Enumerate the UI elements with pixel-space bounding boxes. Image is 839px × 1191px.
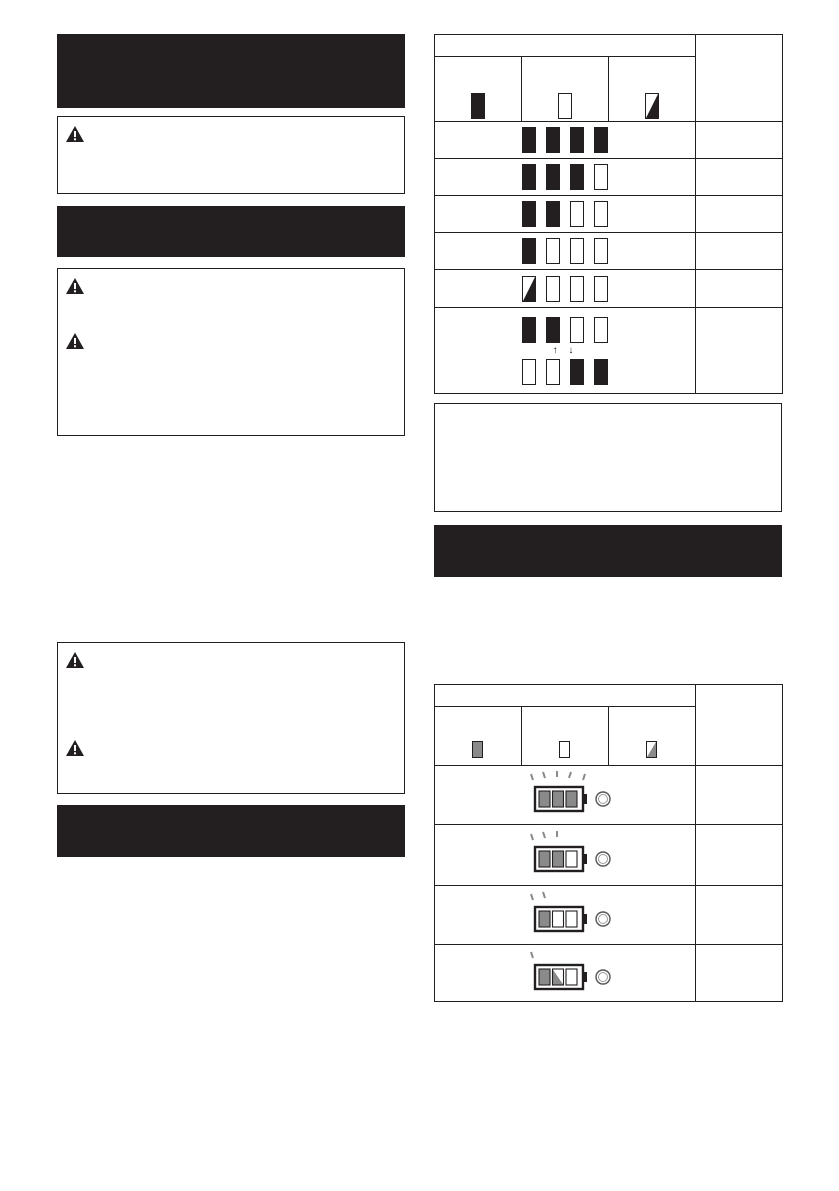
indicator-row bbox=[435, 270, 696, 308]
battery-segment bbox=[566, 969, 577, 985]
battery-segment bbox=[566, 851, 577, 867]
capacity-cell bbox=[696, 122, 783, 159]
warning-box-2 bbox=[57, 268, 405, 436]
indicator-lamp-on bbox=[594, 359, 608, 385]
indicator-lamp-on bbox=[546, 164, 560, 190]
section-heading-bar-3 bbox=[57, 805, 405, 857]
note-box bbox=[434, 403, 782, 512]
indicator-lamp-on bbox=[546, 127, 560, 153]
capacity-cell bbox=[696, 159, 783, 196]
indicator-lamp-on bbox=[522, 201, 536, 227]
capacity-cell bbox=[696, 766, 783, 825]
blink-ray bbox=[569, 772, 571, 778]
indicator-row bbox=[435, 159, 696, 196]
warning-triangle-icon bbox=[65, 332, 85, 350]
lamp-off-icon bbox=[559, 741, 570, 758]
indicator-lamp-on bbox=[570, 164, 584, 190]
battery-row bbox=[435, 886, 696, 945]
capacity-cell bbox=[696, 270, 783, 308]
blink-ray bbox=[543, 892, 545, 898]
legend-off bbox=[522, 707, 609, 766]
lamp-lit-icon bbox=[471, 93, 485, 119]
warning-box-3 bbox=[57, 642, 405, 794]
lamp-blinking-icon bbox=[645, 93, 659, 119]
capacity-cell bbox=[696, 945, 783, 1002]
battery-segment bbox=[539, 791, 550, 807]
indicator-lamp-off bbox=[546, 238, 560, 264]
battery-gauge-icon bbox=[435, 945, 696, 1001]
battery-row bbox=[435, 766, 696, 825]
capacity-cell bbox=[696, 308, 783, 394]
lamp-lit-icon bbox=[472, 741, 483, 758]
section-heading-bar-2 bbox=[57, 206, 405, 257]
legend-blinking bbox=[609, 57, 696, 122]
capacity-cell bbox=[696, 825, 783, 886]
battery-gauge-icon bbox=[435, 766, 696, 824]
warning-triangle-icon bbox=[65, 739, 85, 757]
remaining-capacity-header bbox=[696, 35, 783, 122]
battery-segment bbox=[566, 911, 577, 927]
indicator-lamp-off bbox=[594, 317, 608, 343]
warning-triangle-icon bbox=[65, 651, 85, 669]
capacity-cell bbox=[696, 886, 783, 945]
indicator-lamps-header bbox=[435, 35, 696, 57]
indicator-row-alternating bbox=[435, 308, 696, 394]
blink-ray bbox=[531, 774, 533, 780]
indicator-lamp-on bbox=[570, 359, 584, 385]
legend-lit bbox=[435, 707, 522, 766]
blink-ray bbox=[543, 772, 545, 778]
section-heading-bar-right bbox=[434, 525, 782, 577]
battery-terminal bbox=[583, 854, 587, 864]
indicator-row bbox=[435, 196, 696, 233]
battery-indicator-table-1 bbox=[434, 34, 783, 394]
blink-ray bbox=[531, 894, 533, 900]
alternating-arrows: ↑ ↓ bbox=[552, 344, 578, 356]
blink-ray bbox=[583, 774, 585, 780]
battery-segment bbox=[539, 851, 550, 867]
indicator-lamp-on bbox=[570, 127, 584, 153]
section-heading-bar-1 bbox=[57, 34, 405, 108]
legend-off bbox=[522, 57, 609, 122]
indicator-lamp-on bbox=[546, 317, 560, 343]
indicator-lamp-on bbox=[546, 201, 560, 227]
legend-blinking bbox=[609, 707, 696, 766]
indicator-lamp-off bbox=[594, 201, 608, 227]
indicator-lamp-off bbox=[594, 238, 608, 264]
battery-terminal bbox=[583, 794, 587, 804]
indicator-lamp-on bbox=[522, 127, 536, 153]
indicator-lamp-off bbox=[594, 276, 608, 302]
battery-segment bbox=[553, 911, 564, 927]
battery-row bbox=[435, 825, 696, 886]
battery-segment bbox=[553, 791, 564, 807]
battery-terminal bbox=[583, 914, 587, 924]
capacity-cell bbox=[696, 196, 783, 233]
battery-indicator-table-2 bbox=[434, 684, 783, 1002]
indicator-lamp-blink bbox=[522, 276, 536, 302]
lamp-blinking-icon bbox=[646, 741, 657, 758]
blink-ray bbox=[543, 832, 545, 838]
indicator-lamp-off bbox=[546, 359, 560, 385]
indicator-lamp-on bbox=[522, 317, 536, 343]
battery-segment bbox=[539, 969, 550, 985]
battery-terminal bbox=[583, 972, 587, 982]
blink-ray bbox=[531, 834, 533, 840]
capacity-cell bbox=[696, 233, 783, 270]
battery-segment bbox=[539, 911, 550, 927]
indicator-lamp-off bbox=[570, 201, 584, 227]
indicator-lamp-on bbox=[594, 127, 608, 153]
battery-segment bbox=[553, 969, 564, 985]
indicator-lamp-on bbox=[522, 164, 536, 190]
indicator-lamp-on bbox=[522, 238, 536, 264]
warning-box-1 bbox=[57, 116, 405, 194]
lamp-off-icon bbox=[558, 93, 572, 119]
indicator-row bbox=[435, 233, 696, 270]
indicator-lamp-off bbox=[570, 317, 584, 343]
battery-row bbox=[435, 945, 696, 1002]
indicator-lamp-off bbox=[522, 359, 536, 385]
battery-segment bbox=[566, 791, 577, 807]
blink-ray bbox=[531, 952, 533, 958]
battery-gauge-icon bbox=[435, 886, 696, 944]
indicator-lamps-header bbox=[435, 685, 696, 707]
warning-triangle-icon bbox=[65, 125, 85, 143]
indicator-row bbox=[435, 122, 696, 159]
battery-gauge-icon bbox=[435, 825, 696, 885]
legend-lit bbox=[435, 57, 522, 122]
indicator-lamp-off bbox=[570, 276, 584, 302]
indicator-lamp-off bbox=[594, 164, 608, 190]
indicator-lamp-off bbox=[570, 238, 584, 264]
battery-segment bbox=[553, 851, 564, 867]
indicator-lamp-off bbox=[546, 276, 560, 302]
remaining-capacity-header bbox=[696, 685, 783, 766]
warning-triangle-icon bbox=[65, 277, 85, 295]
